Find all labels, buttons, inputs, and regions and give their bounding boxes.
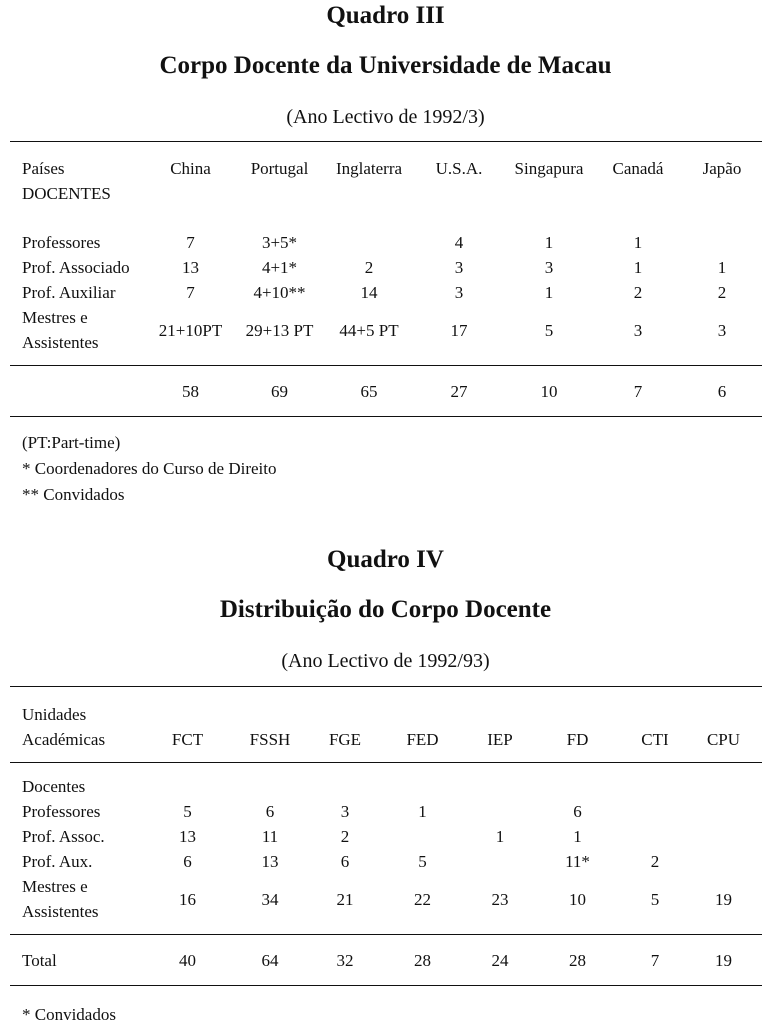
q4-col-cpu: CPU xyxy=(706,730,741,749)
row-label: Professores xyxy=(22,233,101,252)
table-cell: 19 xyxy=(715,889,732,909)
row-label: Professores xyxy=(22,802,101,821)
q4-top-rule xyxy=(10,686,762,687)
q4-col-fd: FD xyxy=(566,730,589,749)
table-cell: 2 xyxy=(650,852,660,871)
table-cell xyxy=(685,849,762,874)
total-cell: 7 xyxy=(633,381,643,401)
table-row xyxy=(10,280,762,305)
total-cell: 27 xyxy=(450,381,468,401)
q3-year: (Ano Lectivo de 1992/3) xyxy=(286,106,485,128)
q3-col-singapura: Singapura xyxy=(514,159,584,178)
footnote: (PT:Part-time) xyxy=(22,433,121,452)
q3-col-usa: U.S.A. xyxy=(435,159,483,178)
q3-table xyxy=(10,156,762,418)
table-cell: 13 xyxy=(179,827,196,846)
q4-col-fed: FED xyxy=(406,730,439,749)
table-cell: 3+5* xyxy=(261,233,298,252)
q4-col-fssh: FSSH xyxy=(249,730,291,749)
table-cell: 23 xyxy=(491,889,509,909)
table-cell: 44+5 PT xyxy=(339,320,399,340)
q3-top-rule xyxy=(10,141,762,142)
row-label: Prof. Auxiliar xyxy=(22,283,116,302)
table-cell: 3 xyxy=(454,283,464,302)
table-row xyxy=(10,305,762,355)
total-cell: 19 xyxy=(715,950,732,970)
table-cell: 29+13 PT xyxy=(245,320,314,340)
table-cell: 11 xyxy=(261,827,279,846)
table-cell: 5 xyxy=(418,852,427,871)
table-cell: 2 xyxy=(364,258,374,277)
total-cell: 40 xyxy=(179,950,196,970)
total-label: Total xyxy=(22,950,57,970)
q3-header-line-1: Países xyxy=(22,159,65,178)
table-row xyxy=(10,874,762,924)
q4-spacer xyxy=(10,752,762,762)
table-cell: 13 xyxy=(261,852,279,871)
table-cell: 1 xyxy=(418,802,427,821)
q3-header-row xyxy=(10,156,762,206)
row-label: Prof. Aux. xyxy=(22,852,93,871)
row-label-line-1: Mestres e xyxy=(22,877,88,896)
q4-col-cti: CTI xyxy=(641,730,669,749)
table-cell xyxy=(470,849,530,874)
q4-year: (Ano Lectivo de 1992/93) xyxy=(281,650,490,672)
q3-spacer xyxy=(10,355,762,365)
total-cell: 7 xyxy=(650,950,660,970)
table-cell: 2 xyxy=(633,283,643,302)
q3-col-canada: Canadá xyxy=(612,159,664,178)
table-row xyxy=(10,255,762,280)
table-cell: 13 xyxy=(182,258,199,277)
q4-subtitle: Distribuição do Corpo Docente xyxy=(219,596,552,623)
table-cell: 14 xyxy=(360,283,378,302)
table-row xyxy=(10,849,762,874)
table-cell: 10 xyxy=(569,889,586,909)
table-cell xyxy=(685,824,762,849)
q4-spacer xyxy=(10,924,762,934)
total-cell: 28 xyxy=(414,950,431,970)
row-label: Prof. Assoc. xyxy=(22,827,105,846)
q4-col-fct: FCT xyxy=(171,730,204,749)
table-cell: 3 xyxy=(717,320,727,340)
q3-header-line-2: DOCENTES xyxy=(22,184,111,203)
table-cell: 1 xyxy=(544,283,554,302)
row-label xyxy=(10,874,150,924)
table-cell: 5 xyxy=(544,320,554,340)
table-cell xyxy=(625,824,685,849)
q3-totals-row xyxy=(10,367,762,416)
table-cell: 21 xyxy=(336,889,354,909)
table-cell: 3 xyxy=(340,802,350,821)
table-cell: 21+10PT xyxy=(158,320,223,340)
q4-spacer xyxy=(10,764,762,774)
q4-table xyxy=(10,702,762,987)
table-cell: 22 xyxy=(414,889,431,909)
table-cell: 5 xyxy=(183,802,192,821)
table-cell: 7 xyxy=(186,283,195,302)
table-row xyxy=(10,799,762,824)
total-cell: 65 xyxy=(360,381,378,401)
q4-notes xyxy=(22,1002,116,1028)
table-cell: 34 xyxy=(261,889,279,909)
table-cell: 5 xyxy=(650,889,660,909)
q3-subtitle: Corpo Docente da Universidade de Macau xyxy=(159,52,612,79)
table-cell: 1 xyxy=(573,827,582,846)
q3-col-portugal: Portugal xyxy=(250,159,309,178)
row-label: Prof. Associado xyxy=(22,258,130,277)
table-cell: 17 xyxy=(450,320,468,340)
q4-section-row xyxy=(10,774,762,799)
q3-bottom-rule xyxy=(10,416,762,418)
table-cell xyxy=(685,799,762,824)
footnote: * Coordenadores do Curso de Direito xyxy=(22,459,277,478)
row-label-line-2: Assistentes xyxy=(22,333,99,352)
table-cell: 4 xyxy=(454,233,464,252)
table-cell: 16 xyxy=(179,889,196,909)
table-cell: 1 xyxy=(717,258,727,277)
table-cell: 7 xyxy=(186,233,195,252)
q4-header-row xyxy=(10,702,762,752)
footnote: ** Convidados xyxy=(22,485,125,504)
table-row xyxy=(10,824,762,849)
table-cell: 11* xyxy=(565,852,590,871)
table-cell: 1 xyxy=(633,233,643,252)
total-cell: 10 xyxy=(540,381,558,401)
table-cell: 6 xyxy=(573,802,582,821)
q3-title: Quadro III xyxy=(326,2,445,29)
row-label-line-1: Mestres e xyxy=(22,308,88,327)
table-cell: 6 xyxy=(340,852,350,871)
q3-col-inglaterra: Inglaterra xyxy=(335,159,403,178)
table-row xyxy=(10,230,762,255)
q3-col-japao: Japão xyxy=(702,159,742,178)
table-cell: 3 xyxy=(454,258,464,277)
table-cell xyxy=(625,799,685,824)
table-cell: 1 xyxy=(633,258,643,277)
q4-header-line-1: Unidades xyxy=(22,705,87,724)
table-cell: 6 xyxy=(265,802,275,821)
total-cell: 24 xyxy=(491,950,509,970)
q3-spacer xyxy=(10,206,762,230)
table-cell: 1 xyxy=(495,827,505,846)
q4-col-iep: IEP xyxy=(487,730,513,749)
table-cell xyxy=(324,230,414,255)
table-cell: 4+1* xyxy=(261,258,298,277)
footnote: * Convidados xyxy=(22,1005,116,1024)
total-cell: 64 xyxy=(261,950,279,970)
total-cell: 32 xyxy=(336,950,354,970)
table-cell xyxy=(375,824,470,849)
total-cell: 28 xyxy=(569,950,586,970)
q4-totals-row xyxy=(10,936,762,985)
table-cell: 2 xyxy=(340,827,350,846)
table-cell xyxy=(682,230,762,255)
table-cell xyxy=(470,799,530,824)
q4-bottom-rule xyxy=(10,985,762,987)
total-cell: 6 xyxy=(717,381,727,401)
q3-col-china: China xyxy=(170,159,211,178)
q4-header-label xyxy=(10,702,150,752)
q3-notes xyxy=(22,430,276,508)
q4-title: Quadro IV xyxy=(327,546,444,573)
total-cell: 69 xyxy=(271,381,288,401)
section-label: Docentes xyxy=(22,777,86,796)
table-cell: 3 xyxy=(544,258,554,277)
q3-header-label xyxy=(10,156,146,206)
table-cell: 3 xyxy=(633,320,643,340)
row-label xyxy=(10,305,146,355)
table-cell: 6 xyxy=(183,852,192,871)
row-label-line-2: Assistentes xyxy=(22,902,99,921)
q4-header-line-2: Académicas xyxy=(22,730,106,749)
q4-col-fge: FGE xyxy=(328,730,362,749)
table-cell: 4+10** xyxy=(253,283,306,302)
total-cell: 58 xyxy=(182,381,199,401)
table-cell: 2 xyxy=(717,283,727,302)
table-cell: 1 xyxy=(544,233,554,252)
